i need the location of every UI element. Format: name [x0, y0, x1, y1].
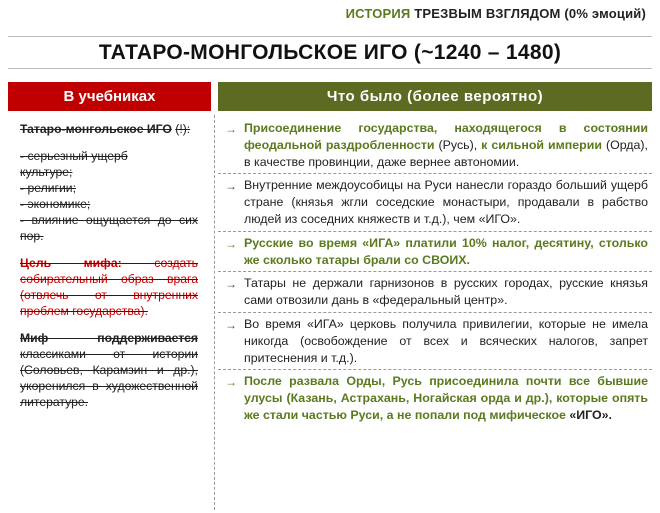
damage-item: культуре; — [20, 165, 73, 179]
series-rest: ТРЕЗВЫМ ВЗГЛЯДОМ — [414, 6, 561, 21]
textbook-column — [20, 121, 198, 421]
column-divider — [214, 115, 215, 510]
series-header — [346, 6, 646, 21]
damage-list — [20, 148, 198, 244]
myth-goal-label: Цель мифа: — [20, 256, 122, 270]
arrow-icon: → — [225, 122, 237, 136]
damage-item: - влияние ощущается до сих пор. — [20, 213, 198, 243]
fact-text: Русские во время «ИГА» платили 10% налог, десятину, столько же сколько татары брали со СВОИХ. — [244, 235, 648, 267]
fact-row — [218, 313, 652, 370]
column-header-reality: Что было (более вероятно) — [218, 82, 652, 111]
bullet-dash: - — [20, 149, 28, 163]
term-mark: (!): — [175, 122, 191, 136]
fact-text: После развала Орды, Русь присоединила почти все бывшие улусы (Казань, Астрахань, Ногайская орда и др.), которые опять же стали частью Руси, а не попали под мифическое «ИГО». — [244, 374, 648, 422]
fact-text: Внутренние междоусобицы на Руси нанесли гораздо больший ущерб стране (князья жгли соседские монастыри, продавали в рабство людей из соседних княжеств и т.д.), чем «ИГО». — [244, 178, 648, 226]
damage-item: - религии; — [20, 181, 76, 195]
series-tag: (0% эмоций) — [564, 6, 646, 21]
bullet-dash: - — [20, 181, 28, 195]
myth-support — [20, 330, 198, 410]
bullet-dash: - — [20, 213, 32, 227]
fact-row — [218, 272, 652, 313]
myth-support-label: Миф поддерживается — [20, 331, 198, 345]
myth-goal-text: создать собирательный образ врага (отвлечь от внутренних проблем государства). — [20, 256, 198, 318]
arrow-icon: → — [225, 179, 237, 194]
fact-text: Присоединение государства, находящегося в состоянии феодальной раздробленности (Русь), к сильной империи (Орда), в качестве провинции, даже вернее автономии. — [244, 121, 648, 169]
arrow-icon: → — [225, 317, 237, 332]
fact-row — [218, 117, 652, 174]
column-header-textbooks: В учебниках — [8, 82, 211, 111]
title-bar — [8, 36, 652, 69]
myth-goal — [20, 255, 198, 319]
term-title: Татаро-монгольское ИГО — [20, 122, 172, 136]
damage-intro: - серьезный ущерб — [20, 149, 128, 163]
arrow-icon: → — [225, 375, 237, 390]
arrow-icon: → — [225, 277, 237, 292]
arrow-icon: → — [225, 236, 237, 251]
reality-column — [218, 117, 652, 427]
myth-support-text: классиками от истории (Соловьев, Карамзин и др.), укоренился в художественной литературе. — [20, 347, 198, 409]
fact-text: Татары не держали гарнизонов в русских городах, русские князья сами отвозили дань в «федеральный центр». — [244, 276, 648, 308]
term-block — [20, 121, 198, 137]
fact-row — [218, 370, 652, 426]
bullet-dash: - — [20, 197, 28, 211]
fact-row — [218, 232, 652, 273]
fact-row — [218, 174, 652, 231]
page-title: ТАТАРО-МОНГОЛЬСКОЕ ИГО (~1240 – 1480) — [98, 41, 562, 64]
series-word: ИСТОРИЯ — [345, 6, 411, 21]
damage-item: - экономике; — [20, 197, 91, 211]
fact-text: Во время «ИГА» церковь получила привилегии, которые не имела никогда (освобождение от всех и всяческих налогов, запрет притеснения и т.д.). — [244, 316, 648, 365]
